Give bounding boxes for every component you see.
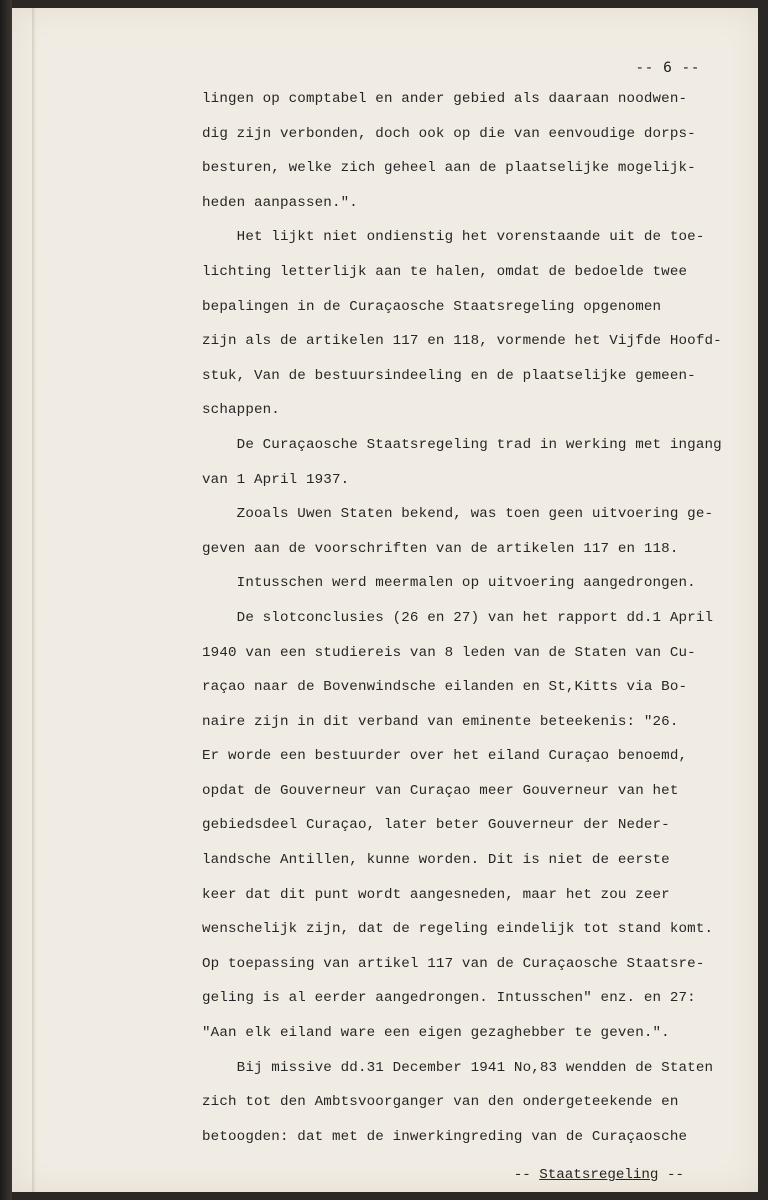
body-text: [202, 82, 722, 1154]
text-line: naire zijn in dit verband van eminente beteekenis: "26.: [202, 713, 679, 730]
page-crease: [32, 8, 36, 1192]
text-line: van 1 April 1937.: [202, 471, 350, 488]
text-line: Er worde een bestuurder over het eiland Curaçao benoemd,: [202, 748, 688, 765]
text-line: De slotconclusies (26 en 27) van het rapport dd.1 April: [202, 609, 714, 626]
catchword-suffix: --: [658, 1167, 684, 1183]
text-line: "Aan elk eiland ware een eigen gezaghebber te geven.".: [202, 1025, 670, 1042]
text-line: Het lijkt niet ondienstig het vorenstaande uit de toe-: [202, 229, 705, 246]
page-number: -- 6 --: [635, 60, 700, 76]
text-line: stuk, Van de bestuursindeeling en de plaatselijke gemeen-: [202, 367, 696, 384]
text-line: landsche Antillen, kunne worden. Dit is niet de eerste: [202, 852, 670, 869]
text-line: geling is al eerder aangedrongen. Intusschen" enz. en 27:: [202, 990, 696, 1007]
catchword: [514, 1167, 684, 1183]
catchword-prefix: --: [513, 1167, 540, 1183]
text-line: Zooals Uwen Staten bekend, was toen geen uitvoering ge-: [202, 506, 714, 523]
text-line: bepalingen in de Curaçaosche Staatsregeling opgenomen: [202, 298, 662, 315]
text-line: 1940 van een studiereis van 8 leden van de Staten van Cu-: [202, 644, 696, 661]
text-line: geven aan de voorschriften van de artikelen 117 en 118.: [202, 540, 679, 557]
catchword-text: Staatsregeling: [539, 1167, 659, 1183]
text-line: Intusschen werd meermalen op uitvoering aangedrongen.: [202, 575, 696, 592]
scan-edge: [0, 0, 12, 1200]
text-line: lichting letterlijk aan te halen, omdat de bedoelde twee: [202, 263, 688, 280]
text-line: De Curaçaosche Staatsregeling trad in werking met ingang: [202, 436, 722, 453]
text-line: opdat de Gouverneur van Curaçao meer Gouverneur van het: [202, 782, 679, 799]
text-line: betoogden: dat met de inwerkingreding van de Curaçaosche: [202, 1128, 688, 1145]
text-line: Op toepassing van artikel 117 van de Curaçaosche Staatsre-: [202, 955, 705, 972]
text-line: keer dat dit punt wordt aangesneden, maar het zou zeer: [202, 886, 670, 903]
text-line: wenschelijk zijn, dat de regeling eindelijk tot stand komt.: [202, 921, 714, 938]
text-line: heden aanpassen.".: [202, 194, 358, 211]
text-line: gebiedsdeel Curaçao, later beter Gouverneur der Neder-: [202, 817, 670, 834]
typewritten-page: [12, 8, 758, 1192]
text-line: schappen.: [202, 402, 280, 419]
text-line: dig zijn verbonden, doch ook op die van eenvoudige dorps-: [202, 125, 696, 142]
text-line: Bij missive dd.31 December 1941 No,83 wendden de Staten: [202, 1059, 714, 1076]
text-line: besturen, welke zich geheel aan de plaatselijke mogelijk-: [202, 160, 696, 177]
text-line: lingen op comptabel en ander gebied als daaraan noodwen-: [202, 91, 688, 107]
text-line: raçao naar de Bovenwindsche eilanden en St,Kitts via Bo-: [202, 679, 688, 696]
text-line: zich tot den Ambtsvoorganger van den ondergeteekende en: [202, 1094, 679, 1111]
text-line: zijn als de artikelen 117 en 118, vormende het Vijfde Hoofd-: [202, 333, 722, 350]
